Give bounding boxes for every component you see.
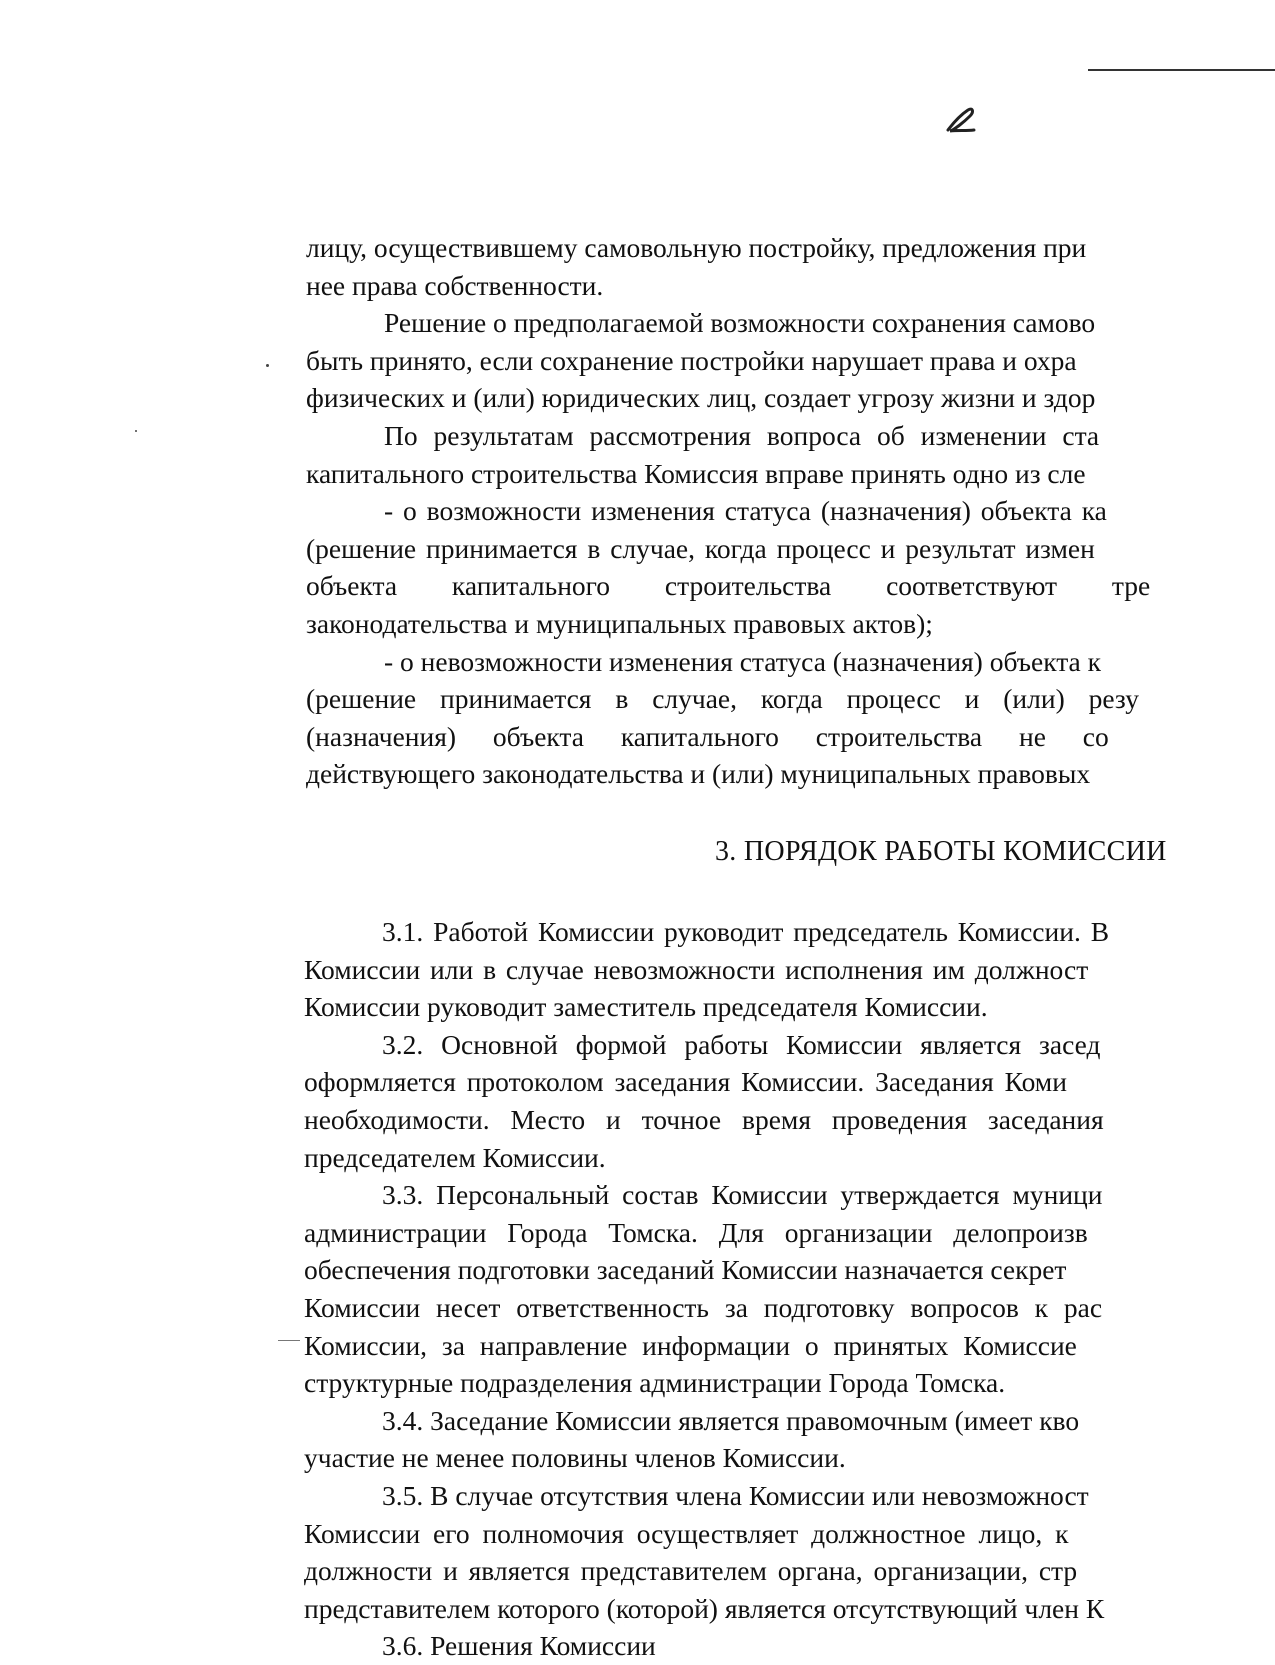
text-line: оформляется протоколом заседания Комиссии. Заседания Коми — [304, 1066, 1067, 1098]
text-line: структурные подразделения администрации Города Томска. — [304, 1367, 1006, 1399]
body-text-block-1 — [306, 229, 1275, 793]
text-line: (решение принимается в случае, когда процесс и (или) резу — [306, 683, 1139, 715]
clause-3-4: 3.4. Заседание Комиссии является правомочным (имеет кво — [382, 1404, 1080, 1436]
clause-3-6: 3.6. Решения Комиссии — [382, 1630, 656, 1662]
paragraph-start: Решение о предполагаемой возможности сохранения самово — [384, 307, 1096, 339]
text-line: Комиссии, за направление информации о принятых Комиссие — [304, 1329, 1077, 1361]
text-line: обеспечения подготовки заседаний Комиссии назначается секрет — [304, 1254, 1067, 1286]
text-line: лицу, осуществившему самовольную постройку, предложения при — [306, 232, 1087, 263]
text-line: должности и является представителем органа, организации, стр — [304, 1555, 1078, 1587]
clause-3-5: 3.5. В случае отсутствия члена Комиссии или невозможност — [382, 1479, 1089, 1511]
text-line: нее права собственности. — [306, 269, 604, 301]
clause-3-2: 3.2. Основной формой работы Комиссии является засед — [382, 1028, 1101, 1060]
top-rule — [1088, 69, 1275, 71]
text-line: объекта капитального строительства соответствуют тре — [306, 570, 1151, 602]
text-line: капитального строительства Комиссия вправе принять одно из сле — [306, 457, 1086, 489]
text-line: председателем Комиссии. — [304, 1141, 606, 1173]
text-line: участие не менее половины членов Комиссии. — [304, 1442, 846, 1474]
text-line: Комиссии руководит заместитель председателя Комиссии. — [304, 991, 988, 1023]
text-line: необходимости. Место и точное время проведения заседания — [304, 1103, 1104, 1135]
text-line: Комиссии несет ответственность за подготовку вопросов к рас — [304, 1291, 1103, 1323]
handwritten-page-number — [940, 100, 980, 140]
text-line: (назначения) объекта капитального строительства не со — [306, 720, 1109, 752]
scan-speck — [266, 364, 269, 367]
text-line: физических и (или) юридических лиц, создает угрозу жизни и здор — [306, 382, 1096, 414]
clause-3-3: 3.3. Персональный состав Комиссии утверждается муници — [382, 1179, 1103, 1211]
section-heading: 3. ПОРЯДОК РАБОТЫ КОМИССИИ — [715, 836, 1167, 867]
list-item: - о невозможности изменения статуса (назначения) объекта к — [384, 645, 1101, 677]
clause-3-1: 3.1. Работой Комиссии руководит председатель Комиссии. В — [382, 916, 1110, 947]
text-line: Комиссии его полномочия осуществляет должностное лицо, к — [304, 1517, 1069, 1549]
margin-dash — [278, 1340, 300, 1341]
text-line: администрации Города Томска. Для организации делопроизв — [304, 1216, 1088, 1248]
text-line: представителем которого (которой) является отсутствующий член К — [304, 1592, 1105, 1624]
body-text-block-2 — [304, 913, 1275, 1665]
text-line: (решение принимается в случае, когда процесс и результат измен — [306, 532, 1095, 564]
list-item: - о возможности изменения статуса (назначения) объекта ка — [384, 495, 1107, 527]
text-line: законодательства и муниципальных правовых актов); — [306, 607, 933, 639]
text-line: быть принято, если сохранение постройки нарушает права и охра — [306, 344, 1077, 376]
paragraph-start: По результатам рассмотрения вопроса об изменении ста — [384, 419, 1100, 451]
scan-speck — [135, 430, 137, 432]
text-line: Комиссии или в случае невозможности исполнения им должност — [304, 953, 1089, 985]
text-line: действующего законодательства и (или) муниципальных правовых — [306, 758, 1091, 790]
